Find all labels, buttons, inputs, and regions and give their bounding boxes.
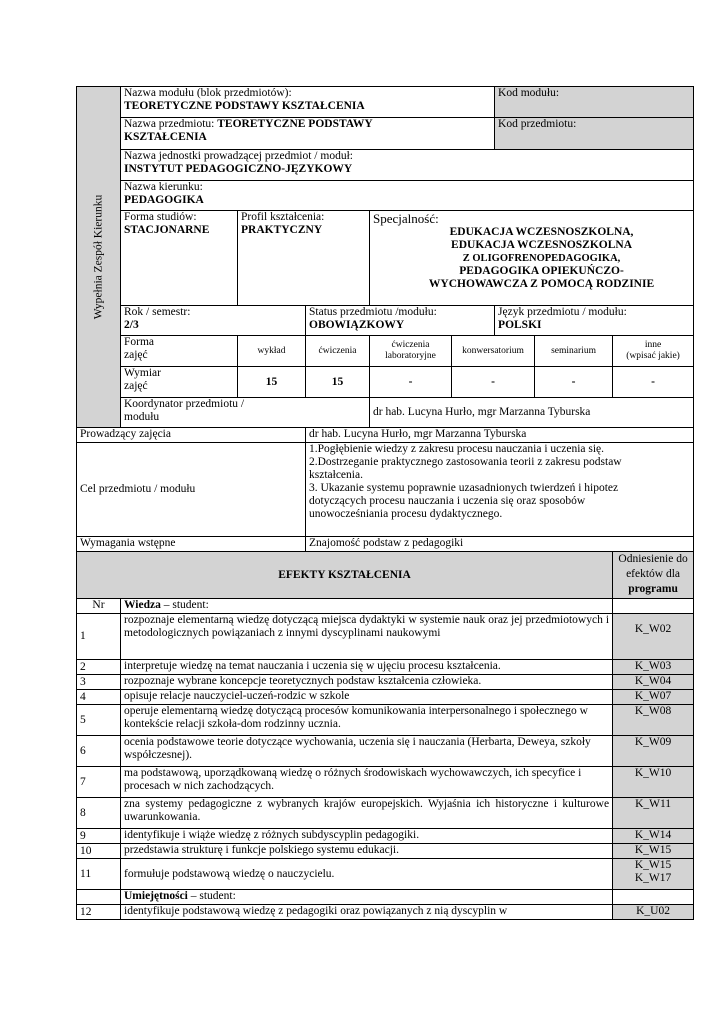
status-label: Status przedmiotu /modułu:	[309, 306, 437, 318]
nr-header: Nr	[77, 599, 121, 614]
knowledge-row	[77, 614, 694, 660]
study-form-value: STACJONARNE	[124, 224, 210, 236]
knowledge-nr: 6	[77, 736, 121, 767]
knowledge-nr: 7	[77, 767, 121, 798]
skills-title-bold: Umiejętności	[124, 890, 188, 902]
language-label: Język przedmiotu / modułu:	[498, 306, 627, 318]
hours-row	[77, 367, 694, 398]
subject-name-cell	[121, 118, 495, 150]
subject-name-value-1: TEORETYCZNE PODSTAWY	[217, 118, 373, 130]
specialty-line-4: PEDAGOGIKA OPIEKUŃCZO-	[459, 265, 624, 277]
coordinator-label-1: Koordynator przedmiotu /	[124, 398, 245, 410]
subject-code-cell	[495, 118, 694, 150]
year-cell	[121, 306, 306, 336]
subject-name-label: Nazwa przedmiotu:	[124, 118, 215, 130]
forms-label-1: Forma	[124, 336, 155, 348]
knowledge-ref: K_W09	[613, 736, 694, 767]
hours-seminarium: -	[535, 367, 613, 398]
knowledge-ref: K_W14	[613, 829, 694, 844]
unit-row	[77, 150, 694, 181]
module-card	[76, 86, 693, 920]
lecturer-label: Prowadzący zajęcia	[77, 428, 306, 443]
forms-label-cell	[121, 336, 238, 367]
profile-cell	[238, 211, 370, 306]
form-konwersatorium: konwersatorium	[452, 336, 535, 367]
unit-label: Nazwa jednostki prowadzącej przedmiot / moduł:	[124, 150, 353, 162]
form-seminarium: seminarium	[535, 336, 613, 367]
goal-row	[77, 443, 694, 537]
hours-inne: -	[613, 367, 694, 398]
coordinator-label-cell	[121, 398, 370, 428]
knowledge-row	[77, 660, 694, 675]
knowledge-header-row	[77, 599, 694, 614]
knowledge-row	[77, 675, 694, 690]
knowledge-title	[121, 599, 613, 614]
knowledge-row	[77, 690, 694, 705]
skills-ref: K_U02	[613, 905, 694, 920]
goal-label: Cel przedmiotu / modułu	[77, 443, 306, 537]
forms-label-2: zajęć	[124, 349, 148, 361]
unit-value: INSTYTUT PEDAGOGICZNO-JĘZYKOWY	[124, 163, 353, 175]
knowledge-text: rozpoznaje elementarną wiedzę dotyczącą miejsca dydaktyki w systemie nauk oraz jej przedmiotowych i metodologicznych powiązaniach z innymi dyscyplinami naukowymi	[121, 614, 613, 660]
status-cell	[306, 306, 495, 336]
skills-title-rest: – student:	[187, 890, 236, 902]
knowledge-row	[77, 829, 694, 844]
knowledge-ref: K_W03	[613, 660, 694, 675]
specialty-line-2: EDUKACJA WCZESNOSZKOLNA	[451, 239, 632, 251]
hours-konwersatorium: -	[452, 367, 535, 398]
module-name-label: Nazwa modułu (blok przedmiotów):	[124, 87, 292, 99]
knowledge-row	[77, 798, 694, 829]
knowledge-nr: 2	[77, 660, 121, 675]
hours-label-1: Wymiar	[124, 367, 161, 379]
knowledge-ref: K_W08	[613, 705, 694, 736]
study-form-cell	[121, 211, 238, 306]
requirements-label: Wymagania wstępne	[77, 537, 306, 552]
outcomes-title: EFEKTY KSZTAŁCENIA	[77, 552, 613, 599]
field-cell	[121, 181, 694, 211]
goal-line-3: kształcenia.	[309, 469, 363, 481]
outcomes-ref-3: programu	[628, 583, 678, 595]
forms-row	[77, 336, 694, 367]
goal-cell	[306, 443, 694, 537]
vertical-label: Wypełnia Zespół Kierunku	[92, 194, 104, 320]
specialty-line-1: EDUKACJA WCZESNOSZKOLNA,	[449, 226, 634, 238]
knowledge-nr: 5	[77, 705, 121, 736]
hours-wyklad: 15	[238, 367, 306, 398]
goal-line-4: 3. Ukazanie systemu poprawnie uzasadnionych twierdzeń i hipotez	[309, 482, 619, 494]
status-value: OBOWIĄZKOWY	[309, 319, 405, 331]
profile-value: PRAKTYCZNY	[241, 224, 323, 236]
goal-line-6: unowocześniania procesu dydaktycznego.	[309, 508, 503, 520]
lecturer-row	[77, 428, 694, 443]
knowledge-nr: 4	[77, 690, 121, 705]
knowledge-ref: K_W10	[613, 767, 694, 798]
skills-row	[77, 905, 694, 920]
knowledge-nr: 10	[77, 844, 121, 859]
knowledge-ref: K_W02	[613, 614, 694, 660]
knowledge-ref: K_W15	[613, 844, 694, 859]
requirements-row	[77, 537, 694, 552]
form-lab-2: laboratoryjne	[385, 351, 436, 361]
skills-header-ref	[613, 890, 694, 905]
knowledge-ref: K_W15	[634, 859, 672, 871]
subject-name-row	[77, 118, 694, 150]
knowledge-row	[77, 859, 694, 890]
syllabus-table	[76, 86, 694, 920]
knowledge-nr: 3	[77, 675, 121, 690]
field-label: Nazwa kierunku:	[124, 181, 203, 193]
outcomes-ref-1: Odniesienie do	[618, 553, 688, 565]
knowledge-row	[77, 736, 694, 767]
knowledge-text: operuje elementarną wiedzę dotyczącą procesów komunikowania interpersonalnego i społecznego w kontekście relacji szkoła-dom rodzinny ucznia.	[121, 705, 613, 736]
knowledge-ref: K_W07	[613, 690, 694, 705]
outcomes-header-row	[77, 552, 694, 599]
language-value: POLSKI	[498, 319, 542, 331]
study-form-label: Forma studiów:	[124, 211, 197, 223]
specialty-line-5: WYCHOWAWCZA Z POMOCĄ RODZINIE	[428, 278, 655, 290]
skills-header-nr	[77, 890, 121, 905]
language-cell	[495, 306, 694, 336]
form-lab-1: ćwiczenia	[391, 340, 430, 350]
knowledge-row	[77, 844, 694, 859]
knowledge-text: rozpoznaje wybrane koncepcje teoretycznych podstaw kształcenia człowieka.	[121, 675, 613, 690]
module-name-cell	[121, 87, 495, 118]
form-inne-2: (wpisać jakie)	[626, 351, 680, 361]
goal-line-1: 1.Pogłębienie wiedzy z zakresu procesu nauczania i uczenia się.	[309, 443, 605, 455]
knowledge-row	[77, 767, 694, 798]
hours-lab: -	[370, 367, 452, 398]
study-form-row	[77, 211, 694, 306]
knowledge-header-ref	[613, 599, 694, 614]
coordinator-row	[77, 398, 694, 428]
knowledge-text: ma podstawową, uporządkowaną wiedzę o różnych środowiskach wychowawczych, ich specyfice i procesach w nich zachodzących.	[121, 767, 613, 798]
knowledge-nr: 9	[77, 829, 121, 844]
module-code-label: Kod modułu:	[498, 87, 560, 99]
coordinator-label-2: modułu	[124, 411, 160, 423]
form-lab	[370, 336, 452, 367]
form-inne	[613, 336, 694, 367]
knowledge-text: zna systemy pedagogiczne z wybranych krajów europejskich. Wyjaśnia ich historyczne i kulturowe uwarunkowania.	[121, 798, 613, 829]
module-name-row	[77, 87, 694, 118]
knowledge-text: identyfikuje i wiąże wiedzę z różnych subdyscyplin pedagogiki.	[121, 829, 613, 844]
hours-label-cell	[121, 367, 238, 398]
knowledge-nr: 8	[77, 798, 121, 829]
knowledge-title-rest: – student:	[160, 599, 209, 611]
form-cwiczenia: ćwiczenia	[306, 336, 370, 367]
knowledge-text: przedstawia strukturę i funkcje polskiego systemu edukacji.	[121, 844, 613, 859]
knowledge-ref-cell	[613, 859, 694, 890]
knowledge-ref: K_W11	[613, 798, 694, 829]
unit-cell	[121, 150, 694, 181]
knowledge-nr: 11	[77, 859, 121, 890]
form-inne-1: inne	[644, 340, 662, 350]
specialty-line-3: Z OLIGOFRENOPEDAGOGIKA,	[462, 253, 621, 264]
year-row	[77, 306, 694, 336]
subject-name-value-2: KSZTAŁCENIA	[124, 131, 207, 143]
module-name-value: TEORETYCZNE PODSTAWY KSZTAŁCENIA	[124, 100, 365, 112]
hours-cwiczenia: 15	[306, 367, 370, 398]
outcomes-ref-header	[613, 552, 694, 599]
knowledge-title-bold: Wiedza	[124, 599, 161, 611]
goal-line-2: 2.Dostrzeganie praktycznego zastosowania teorii z zakresu podstaw	[309, 456, 622, 468]
specialty-label: Specjalność:	[373, 211, 439, 226]
year-value: 2/3	[124, 319, 139, 331]
knowledge-ref-2: K_W17	[634, 872, 672, 884]
outcomes-ref-2: efektów dla	[626, 568, 681, 580]
field-row	[77, 181, 694, 211]
form-wyklad: wykład	[238, 336, 306, 367]
knowledge-nr: 1	[77, 614, 121, 660]
knowledge-row	[77, 705, 694, 736]
year-label: Rok / semestr:	[124, 306, 191, 318]
specialty-cell	[370, 211, 694, 306]
field-value: PEDAGOGIKA	[124, 194, 204, 206]
knowledge-ref: K_W04	[613, 675, 694, 690]
skills-title	[121, 890, 613, 905]
lecturer-value: dr hab. Lucyna Hurło, mgr Marzanna Tyburska	[306, 428, 694, 443]
skills-header-row	[77, 890, 694, 905]
vertical-label-cell	[77, 87, 121, 428]
skills-nr: 12	[77, 905, 121, 920]
requirements-value: Znajomość podstaw z pedagogiki	[306, 537, 694, 552]
subject-code-label: Kod przedmiotu:	[498, 118, 577, 130]
knowledge-text: opisuje relacje nauczyciel-uczeń-rodzic w szkole	[121, 690, 613, 705]
knowledge-text: formułuje podstawową wiedzę o nauczycielu.	[121, 859, 613, 890]
knowledge-text: interpretuje wiedzę na temat nauczania i uczenia się w ujęciu procesu kształcenia.	[121, 660, 613, 675]
hours-label-2: zajęć	[124, 380, 148, 392]
coordinator-value: dr hab. Lucyna Hurło, mgr Marzanna Tyburska	[370, 398, 694, 428]
module-code-cell	[495, 87, 694, 118]
knowledge-text: ocenia podstawowe teorie dotyczące wychowania, uczenia się i nauczania (Herbarta, Deweya, szkoły współczesnej).	[121, 736, 613, 767]
skills-text: identyfikuje podstawową wiedzę z pedagogiki oraz powiązanych z nią dyscyplin w	[121, 905, 613, 920]
profile-label: Profil kształcenia:	[241, 211, 325, 223]
goal-line-5: dotyczących procesu nauczania i uczenia się oraz sposobów	[309, 495, 586, 507]
